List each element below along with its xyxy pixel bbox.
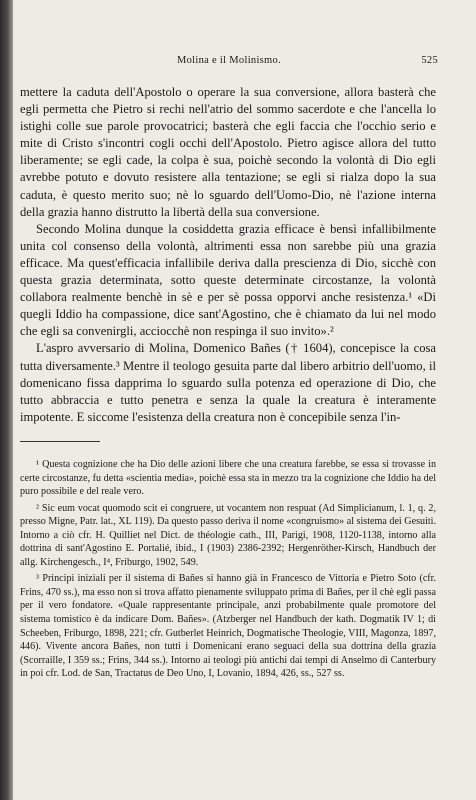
book-spine-shadow [0,0,13,800]
footnote: ² Sic eum vocat quomodo scit ei congruere, ut vocantem non respuat (Ad Simplicianum, l. 1, q. 2, presso Migne, Patr. lat., XL 119). Da questo passo deriva il nome «congruismo» al sistema dei Gesuiti. Intorno a ciò cfr. H. Quilliet nel Dict. de théologie cath., III, Parigi, 1908, 1120-1138, intorno alla dottrina di sant'Agostino E. Portalié, ibid., I (1903) 2386-2392; Hergenröther-Kirsch, Handbuch der allg. Kirchengesch., I⁴, Friburgo, 1902, 549. [20,502,436,568]
running-header [20,55,438,69]
footnote: ¹ Questa cognizione che ha Dio delle azioni libere che una creatura farebbe, se essa si trovasse in certe circostanze, fu detta «scientia media», poichè essa sta in mezzo tra la cognizione che Iddio ha del puro possibile e del reale vero. [20,459,436,498]
footnote: ³ Principi iniziali per il sistema di Bañes si hanno già in Francesco de Vittoria e Pietro Soto (cfr. Frins, 470 ss.), ma esso non si trova affatto pienamente sviluppato prima di Bañes, per il chè egli passa per il vero fondatore. «Quale rappresentante principale, anzi probabilmente quale promotore del sistema tomistico è da indicare Dom. Bañes». (Atzberger nel Handbuch der kath. Dogmatik IV 1; di Scheeben, Friburgo, 1898, 221; cfr. Gutberlet Heinrich, Dogmatische Theologie, VIII, Magonza, 1897, 446). Vivente ancora Bañes, non tutti i Domenicani erano seguaci della sua dottrina della grazia (Scorraille, I 359 ss.; Frins, 344 ss.). Intorno ai teologi più antichi dai tempi di Anselmo di Canterbury in poi cfr. Lod. de San, Tractatus de Deo Uno, I, Lovanio, 1894, 426, ss., 527 ss. [20,573,436,680]
paragraph: mettere la caduta dell'Apostolo o operare la sua conversione, allora basterà che egli permetta che Pietro si rechi nell'atrio del sommo sacerdote e che l'ancella lo istighi colle sue parole provocatrici; basterà che egli faccia che l'occhio serio e mite di Cristo s'incontri cogli occhi dell'Apostolo. Pietro agisce allora del tutto liberamente; se egli cade, la colpa è sua, poichè secondo la volontà di Dio egli avrebbe potuto e dovuto resistere alla tentazione; se egli si rialza dopo la sua caduta, è questo merito suo; nè lo sguardo dell'Uomo-Dio, nè l'azione interna della grazia hanno distrutto la libertà della sua conversione. [20,85,436,219]
footnotes [20,458,436,684]
paragraph: L'aspro avversario di Molina, Domenico Bañes († 1604), concepisce la cosa tutta diversamente.³ Mentre il teologo gesuita parte dal libero arbitrio dell'uomo, il domenicano fissa dapprima lo sguardo sulla potenza ed operazione di Dio, che tutto abbraccia e tutto penetra e senza la quale la creatura è interamente impotente. E siccome l'esistenza della creatura non è concepibile senza l'in- [20,341,436,424]
running-title: Molina e il Molinismo. [176,55,282,66]
page-number: 525 [421,55,438,66]
main-text [20,84,436,426]
paragraph: Secondo Molina dunque la cosiddetta grazia efficace è bensì infallibilmente unita col consenso della volontà, altrimenti essa non sarebbe più una grazia efficace. Ma quest'efficacia infallibile deriva dalla prescienza di Dio, sicchè con questa grazia determinata, sotto queste determinate circostanze, la volontà collabora realmente benchè in sè e per sè possa opporvi anche resistenza.¹ «Di quegli Iddio ha compassione, dice sant'Agostino, che è chiamato da lui nel modo che egli sa convenirgli, acciocchè non respinga il suo invito».² [20,221,436,339]
footnote-separator [20,441,100,442]
